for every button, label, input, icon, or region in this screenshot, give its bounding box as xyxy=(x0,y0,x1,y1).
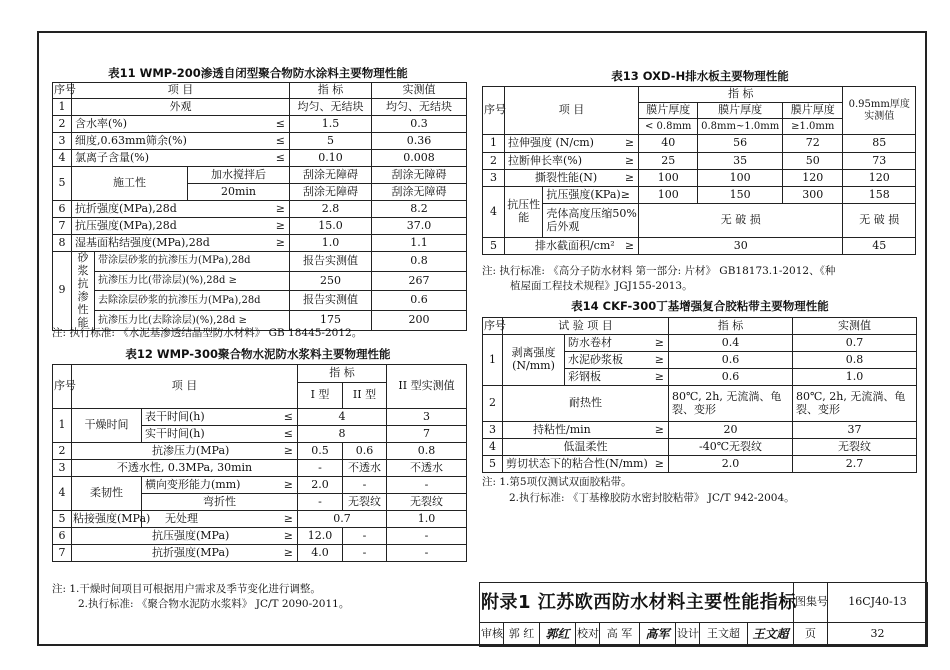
row-meas: 3 xyxy=(387,409,467,426)
row-spec: 15.0 xyxy=(290,218,372,235)
row-spec: 56 xyxy=(698,135,783,153)
table14-note-1: 注: 1.第5项仅测试双面胶粘带。 xyxy=(482,476,632,488)
row-spec: 0.6 xyxy=(669,369,793,386)
row-item-text: 排水截面积/cm² xyxy=(534,238,615,252)
row-item xyxy=(72,545,298,562)
row-subitem xyxy=(142,409,298,426)
row-item-text: 湿基面粘结强度(MPa),28d xyxy=(75,235,210,249)
row-symbol: ≥ xyxy=(283,443,293,457)
row-item xyxy=(504,153,638,170)
row-symbol: ≥ xyxy=(654,456,664,470)
row-spec: - xyxy=(298,494,343,511)
row-meas: 158 xyxy=(843,187,916,204)
row-num: 6 xyxy=(53,528,72,545)
row-spec: 80℃, 2h, 无流淌、龟裂、变形 xyxy=(669,386,793,422)
row-meas: 0.3 xyxy=(372,116,467,133)
row-meas: 7 xyxy=(387,426,467,443)
group-text: 抗渗 xyxy=(77,276,89,303)
table12-note-1: 注: 1.干燥时间项目可根据用户需求及季节变化进行调整。 xyxy=(52,583,321,595)
row-num: 3 xyxy=(53,133,72,150)
row-spec: 2.8 xyxy=(290,201,372,218)
row-item-text: 表干时间(h) xyxy=(145,409,205,423)
row-num: 5 xyxy=(53,167,72,201)
row-item-text: 水泥砂浆板 xyxy=(568,352,623,366)
table11-title: 表11 WMP-200渗透自闭型聚合物防水涂料主要物理性能 xyxy=(108,66,408,80)
row-item-text: 氯离子含量(%) xyxy=(75,150,150,164)
row-spec: 100 xyxy=(698,170,783,187)
row-meas: 120 xyxy=(843,170,916,187)
col-header: 膜片厚度 xyxy=(639,103,698,119)
col-header: II 型实测值 xyxy=(387,365,467,409)
row-meas: 1.0 xyxy=(793,369,917,386)
row-item xyxy=(72,218,290,235)
col-header: I 型 xyxy=(298,383,343,409)
row-item: 耐热性 xyxy=(503,386,669,422)
row-symbol: ≥ xyxy=(624,238,635,252)
row-spec: 0.7 xyxy=(298,511,387,528)
row-item-text: 拉伸强度 (N/cm) xyxy=(507,136,594,150)
row-meas: 73 xyxy=(843,153,916,170)
row-spec: 72 xyxy=(782,135,842,153)
row-meas: 0.7 xyxy=(793,335,917,352)
row-meas: 37 xyxy=(793,422,917,439)
row-symbol: ≥ xyxy=(654,335,664,349)
row-item xyxy=(503,456,669,473)
row-symbol: ≤ xyxy=(275,133,285,147)
row-meas: - xyxy=(387,545,467,562)
row-spec: 0.6 xyxy=(343,443,387,460)
row-symbol: ≤ xyxy=(283,426,293,440)
table11 xyxy=(52,82,466,331)
row-spec: 120 xyxy=(782,170,842,187)
row-item-text: 抗折强度(MPa) xyxy=(152,545,230,559)
row-meas: 200 xyxy=(372,311,467,331)
row-meas: 2.7 xyxy=(793,456,917,473)
col-header: 项 目 xyxy=(504,87,638,135)
row-subitem xyxy=(565,352,669,369)
row-num: 5 xyxy=(53,511,72,528)
row-item-text: 无处理 xyxy=(165,511,198,525)
review-label: 审核 xyxy=(480,623,504,647)
row-item xyxy=(72,201,290,218)
row-item-text: 持粘性/min xyxy=(533,422,591,436)
table14-note-2: 2.执行标准: 《丁基橡胶防水密封胶粘带》 JC/T 942-2004。 xyxy=(509,492,795,504)
col-header: 指 标 xyxy=(639,87,843,103)
row-item-text: 防水卷材 xyxy=(568,335,612,349)
row-meas: - xyxy=(387,528,467,545)
row-spec: 1.5 xyxy=(290,116,372,133)
row-item: 粘接强度(MPa) xyxy=(72,511,142,528)
table13-note-1: 注: 执行标准: 《高分子防水材料 第一部分: 片材》 GB18173.1-2012、《种 xyxy=(482,265,836,277)
row-spec: 35 xyxy=(698,153,783,170)
row-symbol: ≥ xyxy=(275,218,285,232)
row-spec: 刮涂无障碍 xyxy=(290,184,372,201)
row-item: 不透水性, 0.3MPa, 30min xyxy=(72,460,298,477)
row-num: 4 xyxy=(483,439,503,456)
row-item-text: 拉断伸长率(%) xyxy=(507,153,583,167)
row-subitem: 加水搅拌后 xyxy=(188,167,290,184)
row-num: 4 xyxy=(53,150,72,167)
row-item-text: 抗压强度(MPa),28d xyxy=(75,218,177,232)
row-spec: 30 xyxy=(639,238,843,255)
row-meas: 0.36 xyxy=(372,133,467,150)
row-item-text: 抗渗压力(MPa) xyxy=(152,443,230,457)
row-num: 6 xyxy=(53,201,72,218)
col-header: 指 标 xyxy=(298,365,387,383)
row-num: 9 xyxy=(53,252,72,331)
row-meas: 刮涂无障碍 xyxy=(372,167,467,184)
row-meas: 无 破 损 xyxy=(843,204,916,238)
title-block xyxy=(479,582,927,646)
row-num: 1 xyxy=(483,135,505,153)
row-symbol: ≥ xyxy=(624,170,635,184)
row-spec: 0.4 xyxy=(669,335,793,352)
row-item xyxy=(504,135,638,153)
col-header: ≥1.0mm xyxy=(782,119,842,135)
row-num: 2 xyxy=(53,443,72,460)
row-spec: 0.10 xyxy=(290,150,372,167)
row-meas: 0.8 xyxy=(793,352,917,369)
row-spec: - xyxy=(298,460,343,477)
row-num: 7 xyxy=(53,545,72,562)
table12-title: 表12 WMP-300聚合物水泥防水浆料主要物理性能 xyxy=(125,347,391,361)
row-symbol: ≥ xyxy=(283,511,293,525)
row-symbol: ≥ xyxy=(283,477,293,491)
row-spec: -40℃无裂纹 xyxy=(669,439,793,456)
row-item-text: 含水率(%) xyxy=(75,116,128,130)
row-spec: 均匀、无结块 xyxy=(290,99,372,116)
col-header: 序号 xyxy=(53,83,72,99)
row-item-text: 抗折强度(MPa),28d xyxy=(75,201,177,215)
row-subitem xyxy=(142,511,298,528)
row-item: 抗渗压力比(去除涂层)(%),28d ≥ xyxy=(95,311,290,331)
table12 xyxy=(52,364,466,562)
row-spec: 0.6 xyxy=(669,352,793,369)
col-header: 膜片厚度 xyxy=(698,103,783,119)
row-spec: 无裂纹 xyxy=(343,494,387,511)
row-spec: - xyxy=(343,528,387,545)
table11-note: 注: 执行标准: 《水泥基渗透结晶型防水材料》 GB 18445-2012。 xyxy=(52,327,363,339)
row-meas: 37.0 xyxy=(372,218,467,235)
sheet-title: 附录1 江苏欧西防水材料主要性能指标 xyxy=(480,583,794,623)
col-header: 指 标 xyxy=(669,318,793,335)
row-item xyxy=(72,528,298,545)
page-number: 32 xyxy=(828,623,928,647)
row-item-text: 撕裂性能(N) xyxy=(534,170,598,184)
row-num: 4 xyxy=(483,187,505,238)
designer-name: 王文超 xyxy=(700,623,748,647)
row-item xyxy=(504,238,638,255)
row-spec: 刮涂无障碍 xyxy=(290,167,372,184)
row-meas: 8.2 xyxy=(372,201,467,218)
row-subitem xyxy=(565,335,669,352)
row-item: 去除涂层砂浆的抗渗压力(MPa),28d xyxy=(95,291,290,311)
row-item-text: 剪切状态下的粘合性(N/mm) xyxy=(506,456,648,470)
row-item-text: 实干时间(h) xyxy=(145,426,205,440)
row-meas: 80℃, 2h, 无流淌、龟裂、变形 xyxy=(793,386,917,422)
row-meas: 267 xyxy=(372,271,467,291)
check-label: 校对 xyxy=(576,623,600,647)
row-subitem xyxy=(142,426,298,443)
row-item: 施工性 xyxy=(72,167,188,201)
row-spec: 50 xyxy=(782,153,842,170)
reviewer-name: 郭 红 xyxy=(504,623,540,647)
row-meas: 无裂纹 xyxy=(387,494,467,511)
col-header: 序号 xyxy=(483,87,505,135)
row-meas: 45 xyxy=(843,238,916,255)
row-spec: 40 xyxy=(639,135,698,153)
row-item: 外观 xyxy=(72,99,290,116)
row-item-text: 抗压强度(KPa) xyxy=(546,187,621,201)
atlas-label: 图集号 xyxy=(794,583,828,623)
row-item: 带涂层砂浆的抗渗压力(MPa),28d xyxy=(95,252,290,272)
row-symbol: ≥ xyxy=(620,187,630,201)
design-label: 设计 xyxy=(676,623,700,647)
row-meas: 0.008 xyxy=(372,150,467,167)
row-symbol: ≥ xyxy=(283,545,293,559)
row-symbol: ≤ xyxy=(275,150,285,164)
row-spec: 300 xyxy=(782,187,842,204)
row-num: 5 xyxy=(483,456,503,473)
row-symbol: ≥ xyxy=(654,422,664,436)
row-item xyxy=(72,116,290,133)
row-spec: 2.0 xyxy=(669,456,793,473)
row-item xyxy=(503,422,669,439)
row-spec: 1.0 xyxy=(290,235,372,252)
row-spec: 25 xyxy=(639,153,698,170)
row-spec: 12.0 xyxy=(298,528,343,545)
row-spec: 100 xyxy=(639,170,698,187)
row-group xyxy=(72,252,95,331)
row-num: 1 xyxy=(53,99,72,116)
row-symbol: ≥ xyxy=(275,201,285,215)
row-spec: 175 xyxy=(290,311,372,331)
page-label: 页 xyxy=(794,623,828,647)
row-item-text: 彩钢板 xyxy=(568,369,601,383)
row-num: 4 xyxy=(53,477,72,511)
row-num: 2 xyxy=(483,153,505,170)
row-subitem: 壳体高度压缩50%后外观 xyxy=(543,204,639,238)
row-spec: 4.0 xyxy=(298,545,343,562)
col-header: 0.95mm厚度实测值 xyxy=(843,87,916,135)
row-num: 2 xyxy=(483,386,503,422)
row-symbol: ≥ xyxy=(624,136,635,150)
row-meas: 1.0 xyxy=(387,511,467,528)
row-group: 抗压性能 xyxy=(504,187,542,238)
row-num: 3 xyxy=(483,422,503,439)
table14-title: 表14 CKF-300丁基增强复合胶粘带主要物理性能 xyxy=(571,299,829,313)
row-item xyxy=(504,170,638,187)
row-meas: 0.8 xyxy=(372,252,467,272)
row-spec: 4 xyxy=(298,409,387,426)
row-item xyxy=(72,235,290,252)
row-spec: - xyxy=(343,545,387,562)
row-meas: 不透水 xyxy=(387,460,467,477)
row-symbol: ≥ xyxy=(654,369,664,383)
table13-note-2: 植屋面工程技术规程》JGJ155-2013。 xyxy=(510,280,693,292)
row-meas: 刮涂无障碍 xyxy=(372,184,467,201)
row-item xyxy=(72,133,290,150)
row-item-text: 抗压强度(MPa) xyxy=(152,528,230,542)
col-header: 0.8mm~1.0mm xyxy=(698,119,783,135)
atlas-number: 16CJ40-13 xyxy=(828,583,928,623)
row-subitem xyxy=(565,369,669,386)
row-subitem: 20min xyxy=(188,184,290,201)
checker-name: 高 军 xyxy=(600,623,640,647)
col-header: 序号 xyxy=(53,365,72,409)
row-item: 剥离强度(N/mm) xyxy=(503,335,565,386)
row-symbol: ≥ xyxy=(275,235,285,249)
table14 xyxy=(482,317,916,473)
row-meas: 0.6 xyxy=(372,291,467,311)
group-text: 性能 xyxy=(77,302,89,329)
row-subitem xyxy=(543,187,639,204)
row-subitem: 弯折性 xyxy=(142,494,298,511)
row-symbol: ≥ xyxy=(283,528,293,542)
row-num: 7 xyxy=(53,218,72,235)
col-header: 项 目 xyxy=(72,365,298,409)
row-spec: 无 破 损 xyxy=(639,204,843,238)
row-spec: 100 xyxy=(639,187,698,204)
row-spec: 20 xyxy=(669,422,793,439)
col-header: II 型 xyxy=(343,383,387,409)
row-spec: 250 xyxy=(290,271,372,291)
row-spec: 报告实测值 xyxy=(290,291,372,311)
col-header: 实测值 xyxy=(372,83,467,99)
designer-signature: 王文超 xyxy=(748,623,794,647)
col-header: < 0.8mm xyxy=(639,119,698,135)
table13-title: 表13 OXD-H排水板主要物理性能 xyxy=(611,69,789,83)
row-meas: 0.8 xyxy=(387,443,467,460)
row-item: 干燥时间 xyxy=(72,409,142,443)
row-item: 抗渗压力比(带涂层)(%),28d ≥ xyxy=(95,271,290,291)
row-num: 3 xyxy=(483,170,505,187)
row-spec: 150 xyxy=(698,187,783,204)
table12-note-2: 2.执行标准: 《聚合物水泥防水浆料》 JC/T 2090-2011。 xyxy=(78,598,350,610)
row-meas: - xyxy=(387,477,467,494)
row-symbol: ≤ xyxy=(283,409,293,423)
row-spec: 0.5 xyxy=(298,443,343,460)
row-num: 1 xyxy=(483,335,503,386)
row-subitem xyxy=(142,477,298,494)
row-symbol: ≥ xyxy=(624,153,635,167)
row-spec: 5 xyxy=(290,133,372,150)
row-meas: 85 xyxy=(843,135,916,153)
row-num: 3 xyxy=(53,460,72,477)
col-header: 项 目 xyxy=(72,83,290,99)
row-meas: 均匀、无结块 xyxy=(372,99,467,116)
row-spec: 不透水 xyxy=(343,460,387,477)
row-spec: 8 xyxy=(298,426,387,443)
col-header: 指 标 xyxy=(290,83,372,99)
reviewer-signature: 郭红 xyxy=(540,623,576,647)
col-header: 试 验 项 目 xyxy=(503,318,669,335)
row-spec: 报告实测值 xyxy=(290,252,372,272)
row-symbol: ≤ xyxy=(275,116,285,130)
row-item: 低温柔性 xyxy=(503,439,669,456)
row-item xyxy=(72,150,290,167)
row-meas: 1.1 xyxy=(372,235,467,252)
row-num: 2 xyxy=(53,116,72,133)
checker-signature: 高军 xyxy=(640,623,676,647)
row-item-text: 横向变形能力(mm) xyxy=(145,477,241,491)
row-symbol: ≥ xyxy=(654,352,664,366)
group-text: 砂浆 xyxy=(77,251,89,277)
row-item-text: 细度,0.63mm筛余(%) xyxy=(75,133,187,147)
row-num: 8 xyxy=(53,235,72,252)
row-item xyxy=(72,443,298,460)
col-header: 序号 xyxy=(483,318,503,335)
row-spec: - xyxy=(343,477,387,494)
table13 xyxy=(482,86,916,255)
col-header: 实测值 xyxy=(793,318,917,335)
col-header: 膜片厚度 xyxy=(782,103,842,119)
row-spec: 2.0 xyxy=(298,477,343,494)
row-meas: 无裂纹 xyxy=(793,439,917,456)
row-item: 柔韧性 xyxy=(72,477,142,511)
row-num: 5 xyxy=(483,238,505,255)
row-num: 1 xyxy=(53,409,72,443)
